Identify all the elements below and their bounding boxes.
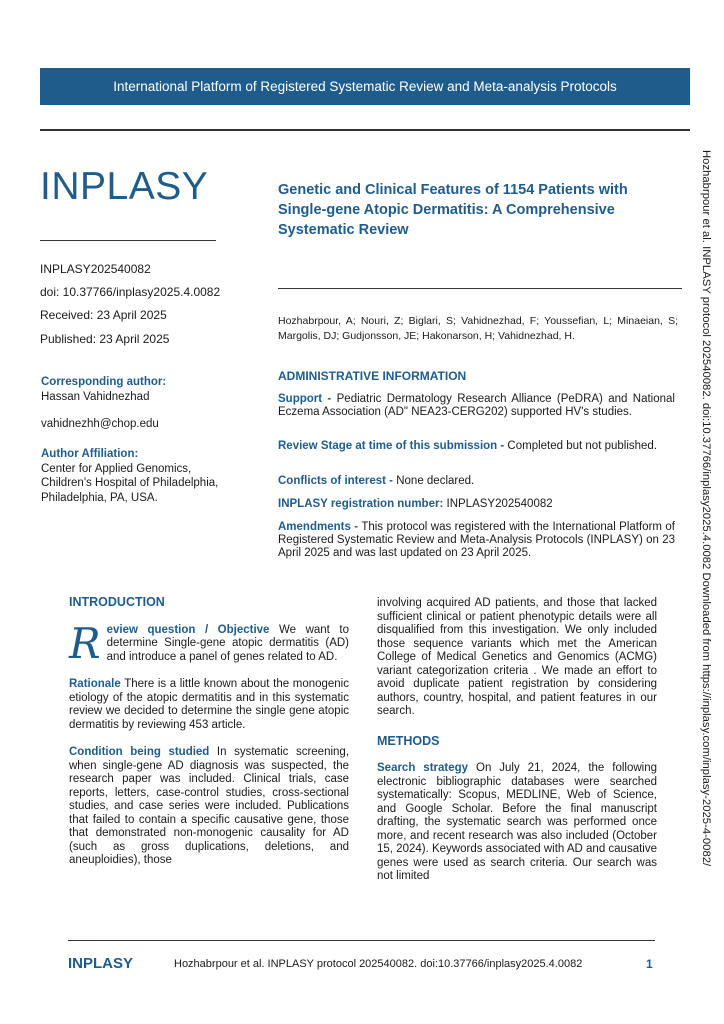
- affiliation-label: Author Affiliation:: [41, 448, 139, 460]
- banner-text: International Platform of Registered Systematic Review and Meta-analysis Protocols: [113, 79, 617, 94]
- download-sidebar-text: Hozhabrpour et al. INPLASY protocol 202540082. doi:10.37766/inplasy2025.4.0082 Downloaded from https://inplasy.com/inplasy-2025-4-0082/: [700, 150, 712, 867]
- review-stage-label: Review Stage at time of this submission -: [278, 440, 505, 452]
- support-label: Support -: [278, 393, 332, 405]
- footer-logo: INPLASY: [68, 955, 134, 972]
- body-left-column: [69, 596, 349, 868]
- conflicts-statement: [278, 475, 675, 488]
- condition-label: Condition being studied: [69, 746, 210, 758]
- affiliation-text: Center for Applied Genomics, Children's Hospital of Philadelphia, Philadelphia, PA, USA.: [41, 462, 219, 504]
- rationale-paragraph: [69, 678, 349, 732]
- conflicts-text: None declared.: [396, 475, 475, 487]
- header-divider: [40, 129, 690, 131]
- condition-paragraph: [69, 746, 349, 868]
- registration-id: INPLASY202540082: [40, 262, 151, 276]
- published-date: Published: 23 April 2025: [40, 332, 170, 346]
- logo-divider: [40, 240, 216, 241]
- registration-label: INPLASY registration number:: [278, 498, 444, 510]
- amendments-statement: [278, 521, 675, 560]
- corresponding-author-block: [41, 375, 241, 432]
- review-stage-statement: [278, 440, 675, 453]
- affiliation-block: [41, 447, 241, 505]
- amendments-text: This protocol was registered with the International Platform of Registered Systematic Review and Meta-Analysis Protocols (INPLASY) on 23 April 2025 and was last updated on 23 April 2025.: [278, 521, 675, 559]
- admin-heading: ADMINISTRATIVE INFORMATION: [278, 369, 467, 383]
- condition-continued: involving acquired AD patients, and those that lacked sufficient clinical or patient phenotypic details were all disqualified from this investigation. We only included those sequence variants which met the American College of Medical Genetics and Genomics (ACMG) variant categorization criteria . We made an effort to avoid duplicate patient registration by considering authors, country, hospital, and patient features in our search.: [377, 597, 657, 717]
- article-title: Genetic and Clinical Features of 1154 Patients with Single-gene Atopic Dermatitis: A Comprehensive Systematic Review: [278, 182, 628, 238]
- received-date: Received: 23 April 2025: [40, 308, 167, 322]
- footer-citation: Hozhabrpour et al. INPLASY protocol 202540082. doi:10.37766/inplasy2025.4.0082: [174, 958, 583, 970]
- corresponding-author-email: vahidnezhh@chop.edu: [41, 418, 159, 430]
- journal-banner: [40, 68, 690, 105]
- review-stage-text: Completed but not published.: [507, 440, 658, 452]
- condition-text: In systematic screening, when single-gene AD diagnosis was suspected, the research paper was included. Clinical trials, case reports, letters, case-control studies, cross-sectional studies, and case series were included. Publications that failed to contain a specific causative gene, those that demonstrated non-monogenic causality for AD (such as gross duplications, deletions, and aneuploidies), those: [69, 746, 350, 866]
- page-number: 1: [646, 957, 653, 971]
- methods-heading: METHODS: [377, 733, 440, 748]
- inplasy-logo: INPLASY: [40, 165, 209, 208]
- registration-number: INPLASY202540082: [446, 498, 553, 510]
- review-question-label: eview question / Objective: [106, 623, 270, 636]
- search-strategy-text: On July 21, 2024, the following electronic bibliographic databases were searched systematically: Scopus, MEDLINE, Web of Science, and Google Scholar. Before the final manuscript drafting, the systematic search was performed once more, and recent research was also included (October 15, 2024). Keywords associated with AD and causative genes were used as search criteria. Our search was not limited: [377, 762, 657, 882]
- rationale-text: There is a little known about the monogenic etiology of the atopic dermatitis and in this systematic review we decided to determine the single gene atopic dermatitis by reviewing 453 article.: [69, 678, 349, 731]
- body-right-column: [377, 597, 657, 884]
- review-question-paragraph: [69, 618, 349, 668]
- registration-statement: [278, 498, 675, 511]
- introduction-heading: INTRODUCTION: [69, 595, 165, 609]
- corresponding-author-label: Corresponding author:: [41, 376, 167, 388]
- drop-cap: R: [69, 618, 101, 668]
- author-list: Hozhabrpour, A; Nouri, Z; Biglari, S; Vahidnezhad, F; Youssefian, L; Minaeian, S; Margolis, DJ; Gudjonsson, JE; Hakonarson, H; Vahidnezhad, H.: [278, 315, 678, 342]
- support-text: Pediatric Dermatology Research Alliance (PeDRA) and National Eczema Association (AD" NEA23-CERG202) supported HV's studies.: [278, 393, 675, 418]
- corresponding-author-name: Hassan Vahidnezhad: [41, 390, 150, 403]
- conflicts-label: Conflicts of interest -: [278, 475, 394, 487]
- doi-text: doi: 10.37766/inplasy2025.4.0082: [40, 285, 221, 299]
- footer-divider: [68, 940, 655, 941]
- search-strategy-label: Search strategy: [377, 762, 469, 774]
- title-divider: [278, 288, 682, 289]
- support-statement: [278, 393, 675, 419]
- rationale-label: Rationale: [69, 678, 121, 690]
- review-question-text: We want to determine Single-gene atopic dermatitis (AD) and introduce a panel of genes related to AD.: [106, 623, 349, 663]
- amendments-label: Amendments -: [278, 521, 359, 533]
- search-strategy-paragraph: [377, 762, 657, 884]
